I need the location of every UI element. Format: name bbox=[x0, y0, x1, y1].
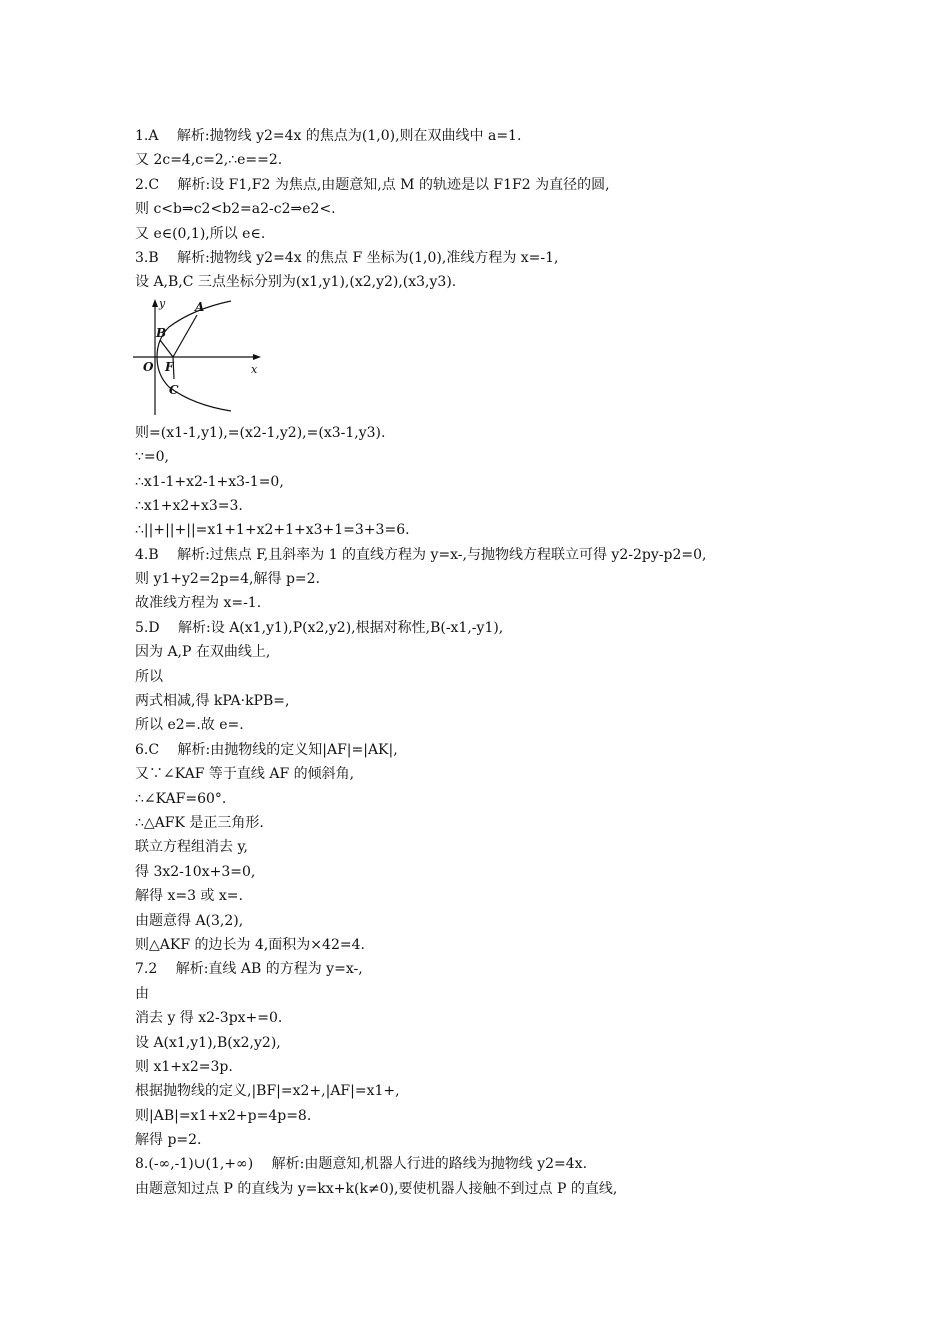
solutions-document bbox=[135, 124, 825, 1201]
label-y: y bbox=[159, 296, 166, 310]
text-line: 8.(-∞,-1)∪(1,+∞) 解析:由题意知,机器人行进的路线为抛物线 y2=4x. bbox=[135, 1156, 588, 1173]
text-line: 因为 A,P 在双曲线上, bbox=[135, 644, 271, 661]
text-line: 则△AKF 的边长为 4,面积为×42=4. bbox=[135, 936, 365, 953]
text-line: 则|AB|=x1+x2+p=4p=8. bbox=[135, 1107, 312, 1124]
text-line: 根据抛物线的定义,|BF|=x2+,|AF|=x1+, bbox=[135, 1083, 400, 1100]
text-line: 3.B 解析:抛物线 y2=4x 的焦点 F 坐标为(1,0),准线方程为 x=-1, bbox=[135, 249, 559, 266]
text-line: 由 bbox=[135, 985, 149, 1002]
text-line: 又∵∠KAF 等于直线 AF 的倾斜角, bbox=[135, 766, 355, 783]
text-line: 所以 bbox=[135, 668, 163, 685]
text-line: 2.C 解析:设 F1,F2 为焦点,由题意知,点 M 的轨迹是以 F1F2 为直径的圆, bbox=[135, 176, 610, 193]
parabola-diagram bbox=[133, 297, 268, 417]
text-line: 则=(x1-1,y1),=(x2-1,y2),=(x3-1,y3). bbox=[135, 424, 386, 441]
text-line: 解得 x=3 或 x=. bbox=[135, 888, 243, 905]
text-line: 7.2 解析:直线 AB 的方程为 y=x-, bbox=[135, 961, 363, 978]
text-line: 联立方程组消去 y, bbox=[135, 839, 248, 856]
label-c: C bbox=[169, 382, 179, 397]
label-x: x bbox=[251, 362, 258, 376]
text-line: ∴∠KAF=60°. bbox=[135, 790, 227, 807]
text-block-before-figure bbox=[135, 124, 825, 295]
label-origin: O bbox=[143, 359, 154, 374]
text-line: ∴x1-1+x2-1+x3-1=0, bbox=[135, 473, 284, 490]
text-line: 所以 e2=.故 e=. bbox=[135, 717, 244, 734]
text-line: 1.A 解析:抛物线 y2=4x 的焦点为(1,0),则在双曲线中 a=1. bbox=[135, 128, 522, 144]
text-line: 则 x1+x2=3p. bbox=[135, 1058, 233, 1075]
text-line: 则 y1+y2=2p=4,解得 p=2. bbox=[135, 571, 321, 588]
text-line: 则 c<b⇒c2<b2=a2-c2⇒e2<. bbox=[135, 201, 336, 218]
text-line: 两式相减,得 kPA·kPB=, bbox=[135, 693, 290, 710]
text-line: 消去 y 得 x2-3px+=0. bbox=[135, 1010, 283, 1027]
text-line: 由题意得 A(3,2), bbox=[135, 912, 244, 929]
text-line: 设 A,B,C 三点坐标分别为(x1,y1),(x2,y2),(x3,y3). bbox=[135, 274, 457, 291]
label-focus: F bbox=[165, 359, 174, 374]
segment-fb bbox=[160, 340, 173, 357]
text-line: 设 A(x1,y1),B(x2,y2), bbox=[135, 1034, 281, 1051]
label-a: A bbox=[195, 299, 205, 314]
parabola-figure bbox=[133, 297, 268, 417]
text-line: 5.D 解析:设 A(x1,y1),P(x2,y2),根据对称性,B(-x1,-y1), bbox=[135, 619, 504, 636]
x-axis-arrow bbox=[253, 354, 261, 360]
text-line: 4.B 解析:过焦点 F,且斜率为 1 的直线方程为 y=x-,与抛物线方程联立可得 y2-2py-p2=0, bbox=[135, 546, 707, 563]
text-line: 故准线方程为 x=-1. bbox=[135, 595, 262, 612]
text-line: 又 e∈(0,1),所以 e∈. bbox=[135, 225, 266, 242]
text-line: 由题意知过点 P 的直线为 y=kx+k(k≠0),要使机器人接触不到过点 P 的直线, bbox=[135, 1180, 618, 1197]
text-line: 6.C 解析:由抛物线的定义知|AF|=|AK|, bbox=[135, 741, 398, 758]
text-line: ∴△AFK 是正三角形. bbox=[135, 814, 264, 831]
y-axis-arrow bbox=[152, 299, 158, 307]
text-line: ∴||+||+||=x1+1+x2+1+x3+1=3+3=6. bbox=[135, 522, 410, 539]
text-block-after-figure bbox=[135, 421, 825, 1202]
label-b: B bbox=[156, 325, 167, 340]
text-line: 得 3x2-10x+3=0, bbox=[135, 863, 256, 880]
text-line: ∴x1+x2+x3=3. bbox=[135, 497, 243, 514]
text-line: ∵=0, bbox=[135, 449, 169, 466]
text-line: 解得 p=2. bbox=[135, 1132, 202, 1149]
text-line: 又 2c=4,c=2,∴e==2. bbox=[135, 152, 283, 169]
